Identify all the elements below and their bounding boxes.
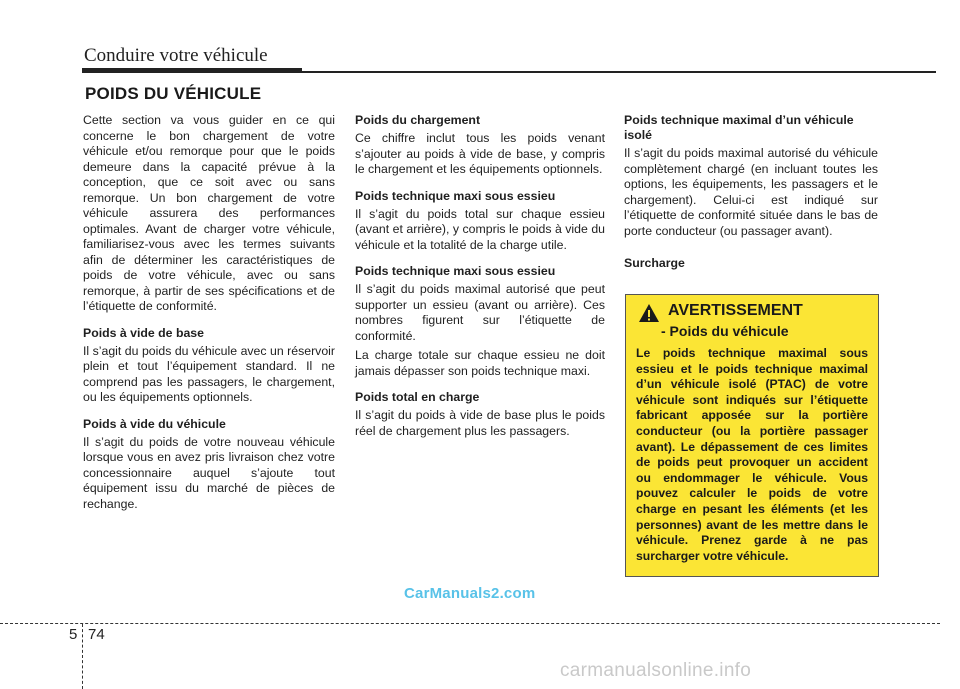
heading-vehicle-curb-weight: Poids à vide du véhicule	[83, 416, 226, 431]
gross-weight-text: Il s’agit du poids à vide de base plus le poids réel de chargement plus les passagers.	[355, 408, 605, 438]
chapter-number: 5	[69, 626, 78, 643]
heading-cargo-weight: Poids du chargement	[355, 113, 481, 127]
vehicle-curb-weight-text: Il s’agit du poids de votre nouveau véhicule lorsque vous en avez pris livraison chez votre concessionnaire auquel s’ajoute tout équipement issu du marché de pièces de rechange.	[83, 434, 335, 511]
axle-weight-rating-text: Il s’agit du poids maximal autorisé que peut supporter un essieu (avant ou arrière). Ces nombres figurent sur l’étiquette de conformité.	[355, 282, 605, 343]
gvwr-text: Il s’agit du poids maximal autorisé du véhicule complètement chargé (en incluant toutes les options, les équipements, les passagers et le chargement). Celui-ci est indiqué sur l’étiquette de conformité située dans le bas de porte conducteur (ou passager avant).	[624, 146, 878, 238]
warning-title: AVERTISSEMENT	[668, 302, 803, 319]
section-title: POIDS DU VÉHICULE	[85, 84, 262, 103]
heading-base-curb-weight: Poids à vide de base	[83, 325, 204, 340]
heading-overloading: Surcharge	[624, 256, 685, 270]
intro-paragraph: Cette section va vous guider en ce qui concerne le bon chargement de votre véhicule et/ou remorque pour que le poids demeure dans la capacité prévue à la conception, que ce soit avec ou sans remorque. Un bon chargement de votre véhicule assurera des performances optimales. Avant de charger votre véhicule, familiarisez-vous avec les termes suivants afin de déterminer les caractéristiques de poids de votre véhicule, avec ou sans remorque, à partir de ses spécifications et de l’étiquette de conformité.	[83, 113, 335, 313]
column-1	[83, 113, 335, 523]
heading-axle-weight-rating: Poids technique maxi sous essieu	[355, 264, 556, 278]
column-2	[355, 113, 605, 450]
axle-weight-rating-note: La charge totale sur chaque essieu ne doit jamais dépasser son poids technique maxi.	[355, 348, 605, 378]
watermark-link[interactable]: CarManuals2.com	[404, 585, 536, 602]
header-rule-thick	[82, 68, 302, 73]
page-number: 74	[88, 626, 105, 643]
footer-divider	[0, 623, 940, 624]
warning-text: Le poids technique maximal sous essieu et le poids technique maximal d’un véhicule isolé (PTAC) de votre véhicule sont indiqués sur l’étiquette fabricant apposée sur la portière conducteur (ou la portière passager avant). Le dépassement de ces limites de poids peut provoquer un accident ou endommager le véhicule. Vous pouvez calculer le poids de votre charge en pesant les éléments (et les personnes) avant de les mettre dans le véhicule. Prenez garde à ne pas surcharger votre véhicule.	[636, 346, 868, 563]
axle-weight-text: Il s’agit du poids total sur chaque essieu (avant et arrière), y compris le poids à vide du véhicule et la totalité de la charge utile.	[355, 206, 605, 252]
base-curb-weight-text: Il s’agit du poids du véhicule avec un réservoir plein et tout l’équipement standard. Il ne comprend pas les passagers, le chargement, ou les équipements optionnels.	[83, 343, 335, 404]
warning-box	[625, 294, 879, 577]
heading-axle-weight: Poids technique maxi sous essieu	[355, 188, 556, 203]
warning-header	[638, 301, 868, 323]
chapter-title: Conduire votre véhicule	[84, 45, 268, 66]
warning-triangle-icon	[638, 303, 660, 323]
warning-subtitle: - Poids du véhicule	[661, 323, 789, 339]
footer-vertical-divider	[82, 624, 83, 689]
heading-gross-weight: Poids total en charge	[355, 390, 480, 404]
column-3	[624, 113, 878, 274]
heading-gvwr: Poids technique maximal d’un véhicule isolé	[624, 113, 854, 142]
cargo-weight-text: Ce chiffre inclut tous les poids venant s’ajouter au poids à vide de base, y compris le chargement et les équipements optionnels.	[355, 131, 605, 176]
header-rule-thin	[302, 71, 936, 73]
site-footer-link[interactable]: carmanualsonline.info	[560, 660, 752, 681]
